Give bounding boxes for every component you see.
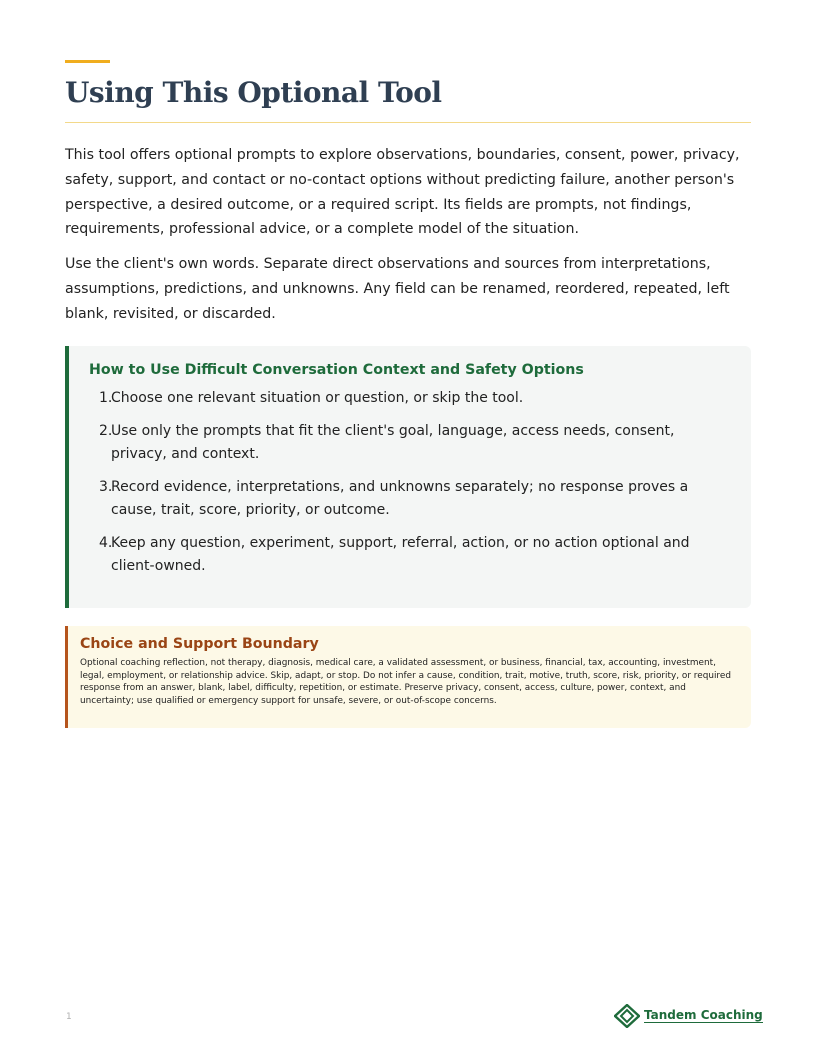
step-number: 3. (99, 479, 113, 495)
title-divider (65, 122, 751, 123)
list-item (89, 532, 729, 578)
intro-paragraph: Use the client's own words. Separate direct observations and sources from interpretations, assumptions, predictions, and unknowns. Any field can be renamed, reordered, repeated, left blank, revisited, or discarded. (65, 256, 730, 322)
step-text: Choose one relevant situation or question, or skip the tool. (111, 390, 524, 406)
how-to-steps (89, 387, 729, 578)
how-to-heading: How to Use Difficult Conversation Context and Safety Options (89, 362, 584, 378)
intro-section (65, 143, 751, 337)
step-number: 1. (99, 390, 113, 406)
step-text: Keep any question, experiment, support, referral, action, or no action optional and client-owned. (111, 535, 690, 574)
page-number: 1 (66, 1012, 72, 1022)
brand-logo (614, 1004, 763, 1028)
page-title: Using This Optional Tool (65, 76, 442, 109)
boundary-callout (65, 626, 751, 728)
title-accent-rule (65, 60, 110, 63)
list-item (89, 387, 729, 410)
boundary-body: Optional coaching reflection, not therapy, diagnosis, medical care, a validated assessment, or business, financial, tax, accounting, investment, legal, employment, or relationship advice. Skip, adapt, or stop. Do not infer a cause, condition, trait, motive, truth, score, risk, priority, or required response from an answer, blank, label, difficulty, repetition, or estimate. Preserve privacy, consent, access, culture, power, context, and uncertainty; use qualified or emergency support for unsafe, severe, or out-of-scope concerns. (80, 658, 731, 706)
step-number: 2. (99, 423, 113, 439)
diamond-logo-icon (614, 1004, 640, 1028)
step-text: Record evidence, interpretations, and unknowns separately; no response proves a cause, trait, score, priority, or outcome. (111, 479, 689, 518)
how-to-callout (65, 346, 751, 608)
list-item (89, 476, 729, 522)
list-item (89, 420, 729, 466)
intro-paragraph: This tool offers optional prompts to explore observations, boundaries, consent, power, privacy, safety, support, and contact or no-contact options without predicting failure, another person's perspective, a desired outcome, or a required script. Its fields are prompts, not findings, requirements, professional advice, or a complete model of the situation. (65, 147, 740, 238)
brand-name: Tandem Coaching (644, 1008, 763, 1022)
boundary-heading: Choice and Support Boundary (80, 636, 319, 652)
step-text: Use only the prompts that fit the client's goal, language, access needs, consent, privacy, and context. (111, 423, 675, 462)
step-number: 4. (99, 535, 113, 551)
